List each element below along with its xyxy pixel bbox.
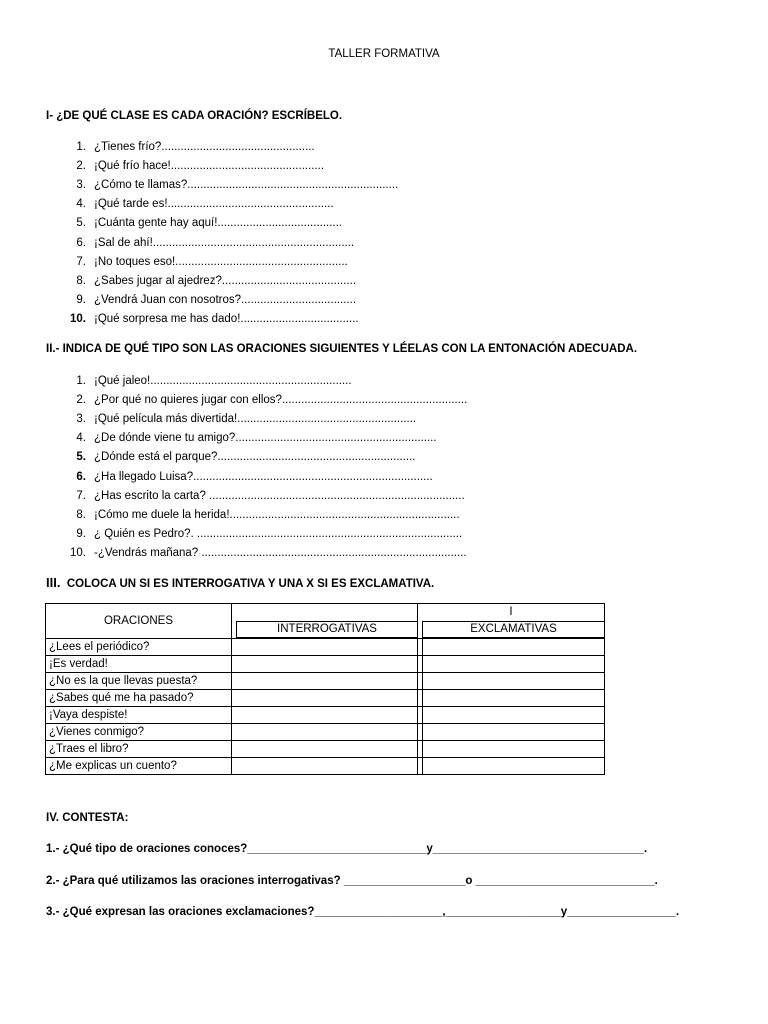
section3-heading bbox=[46, 575, 434, 590]
list-item-number: 7. bbox=[76, 255, 86, 268]
question-2[interactable]: 2.- ¿Para qué utilizamos las oraciones interrogativas? ___________________o ____________________________. bbox=[46, 875, 658, 887]
list-item-number: 10. bbox=[70, 546, 86, 559]
list-item-number: 4. bbox=[76, 432, 86, 445]
table-row bbox=[46, 656, 605, 673]
col-header-interrogativas: INTERROGATIVAS bbox=[236, 621, 418, 638]
section4-heading: IV. CONTESTA: bbox=[46, 812, 129, 824]
list-item-text[interactable]: ¿ Quién es Pedro?. ................................................................................... bbox=[94, 527, 463, 540]
list-item-text[interactable]: ¡Qué sorpresa me has dado!..................................... bbox=[94, 312, 359, 325]
table-row bbox=[46, 707, 605, 724]
question-3[interactable]: 3.- ¿Qué expresan las oraciones exclamaciones?____________________,__________________y_________________. bbox=[46, 906, 680, 918]
header-blank-cell bbox=[232, 604, 418, 621]
exclamativa-answer-cell[interactable] bbox=[418, 690, 605, 707]
sentence-cell: ¡Es verdad! bbox=[46, 656, 232, 673]
section3-heading-text: COLOCA UN SI ES INTERROGATIVA Y UNA X SI ES EXCLAMATIVA. bbox=[66, 578, 435, 590]
list-item-text[interactable]: ¿Dónde está el parque?.............................................................. bbox=[94, 451, 416, 464]
table-body bbox=[46, 639, 605, 775]
table-row bbox=[46, 690, 605, 707]
list-item-number: 10. bbox=[70, 312, 86, 325]
section1-heading: I- ¿DE QUÉ CLASE ES CADA ORACIÓN? ESCRÍBELO. bbox=[46, 110, 343, 122]
exclamativa-answer-cell[interactable] bbox=[418, 673, 605, 690]
interrogativa-answer-cell[interactable] bbox=[232, 656, 418, 673]
interrogativa-answer-cell[interactable] bbox=[232, 724, 418, 741]
exclamativa-answer-cell[interactable] bbox=[418, 758, 605, 775]
list-item-text[interactable]: ¿De dónde viene tu amigo?............................................................... bbox=[94, 432, 437, 445]
sentence-cell: ¿Me explicas un cuento? bbox=[46, 758, 232, 775]
classification-table bbox=[45, 603, 605, 775]
list-item-number: 5. bbox=[76, 217, 86, 230]
list-item-number: 4. bbox=[76, 198, 86, 211]
list-item-text[interactable]: ¡Qué película más divertida!........................................................ bbox=[94, 413, 417, 426]
list-item-number: 6. bbox=[76, 236, 86, 249]
list-item-number: 3. bbox=[76, 413, 86, 426]
sentence-cell: ¿Vienes conmigo? bbox=[46, 724, 232, 741]
exclamativa-answer-cell[interactable] bbox=[418, 741, 605, 758]
sentence-cell: ¿Sabes qué me ha pasado? bbox=[46, 690, 232, 707]
list-item-text[interactable]: -¿Vendrás mañana? ................................................................................... bbox=[94, 546, 467, 559]
interrogativa-answer-cell[interactable] bbox=[232, 673, 418, 690]
table-row bbox=[46, 758, 605, 775]
page-title: TALLER FORMATIVA bbox=[328, 48, 440, 60]
section3-roman: III. bbox=[46, 575, 61, 590]
list-item-text[interactable]: ¡No toques eso!...................................................... bbox=[94, 255, 348, 268]
list-item-text[interactable]: ¡Cómo me duele la herida!........................................................................ bbox=[94, 508, 460, 521]
exclamativa-answer-cell[interactable] bbox=[418, 724, 605, 741]
list-item-number: 9. bbox=[76, 527, 86, 540]
list-item-text[interactable]: ¡Qué frío hace!................................................ bbox=[94, 160, 325, 173]
list-item-number: 2. bbox=[76, 394, 86, 407]
list-item-number: 8. bbox=[76, 508, 86, 521]
col-header-exclamativas: EXCLAMATIVAS bbox=[422, 621, 605, 638]
list-item-number: 9. bbox=[76, 293, 86, 306]
interrogativa-answer-cell[interactable] bbox=[232, 741, 418, 758]
list-item-text[interactable]: ¿Cómo te llamas?.................................................................. bbox=[94, 179, 399, 192]
interrogativa-answer-cell[interactable] bbox=[232, 758, 418, 775]
interrogativa-answer-cell[interactable] bbox=[232, 639, 418, 656]
list-item-text[interactable]: ¿Tienes frío?................................................ bbox=[94, 141, 315, 153]
list-item-text[interactable]: ¿Sabes jugar al ajedrez?.......................................... bbox=[94, 274, 357, 287]
sentence-cell: ¿No es la que llevas puesta? bbox=[46, 673, 232, 690]
sentence-cell: ¿Lees el periódico? bbox=[46, 639, 232, 656]
table-row bbox=[46, 673, 605, 690]
list-item-text[interactable]: ¿Ha llegado Luisa?........................................................................... bbox=[94, 470, 433, 483]
col-header-interrogativas-cell bbox=[232, 620, 418, 638]
col-header-exclamativas-cell bbox=[418, 620, 605, 638]
sentence-cell: ¿Traes el libro? bbox=[46, 741, 232, 758]
list-item-number: 8. bbox=[76, 274, 86, 287]
list-item-number: 5. bbox=[76, 451, 86, 464]
exclamativa-answer-cell[interactable] bbox=[418, 707, 605, 724]
exclamativa-answer-cell[interactable] bbox=[418, 656, 605, 673]
col-header-oraciones: ORACIONES bbox=[46, 604, 232, 639]
list-item-text[interactable]: ¡Sal de ahí!............................................................... bbox=[94, 236, 355, 249]
table-row bbox=[46, 741, 605, 758]
list-item-number: 1. bbox=[76, 141, 86, 153]
list-item-text[interactable]: ¡Cuánta gente hay aquí!....................................... bbox=[94, 217, 343, 230]
list-item-text[interactable]: ¿Por qué no quieres jugar con ellos?.......................................................... bbox=[94, 394, 468, 407]
list-item-number: 1. bbox=[76, 375, 86, 387]
list-item-number: 3. bbox=[76, 179, 86, 192]
col-header-i-mark: I bbox=[418, 604, 605, 621]
sentence-cell: ¡Vaya despiste! bbox=[46, 707, 232, 724]
interrogativa-answer-cell[interactable] bbox=[232, 690, 418, 707]
list-item-number: 6. bbox=[76, 470, 86, 483]
list-item-number: 7. bbox=[76, 489, 86, 502]
list-item-text[interactable]: ¿Vendrá Juan con nosotros?.................................... bbox=[94, 293, 357, 306]
table-row bbox=[46, 724, 605, 741]
interrogativa-answer-cell[interactable] bbox=[232, 707, 418, 724]
section2-heading: II.- INDICA DE QUÉ TIPO SON LAS ORACIONES SIGUIENTES Y LÉELAS CON LA ENTONACIÓN ADECUADA. bbox=[46, 343, 638, 355]
list-item-text[interactable]: ¡Qué tarde es!.................................................... bbox=[94, 198, 334, 211]
exclamativa-answer-cell[interactable] bbox=[418, 639, 605, 656]
list-item-text[interactable]: ¿Has escrito la carta? ................................................................................ bbox=[94, 489, 465, 502]
list-item-text[interactable]: ¡Qué jaleo!............................................................... bbox=[94, 375, 352, 387]
list-item-number: 2. bbox=[76, 160, 86, 173]
table-row bbox=[46, 639, 605, 656]
question-1[interactable]: 1.- ¿Qué tipo de oraciones conoces?____________________________y_________________________________. bbox=[46, 843, 648, 855]
